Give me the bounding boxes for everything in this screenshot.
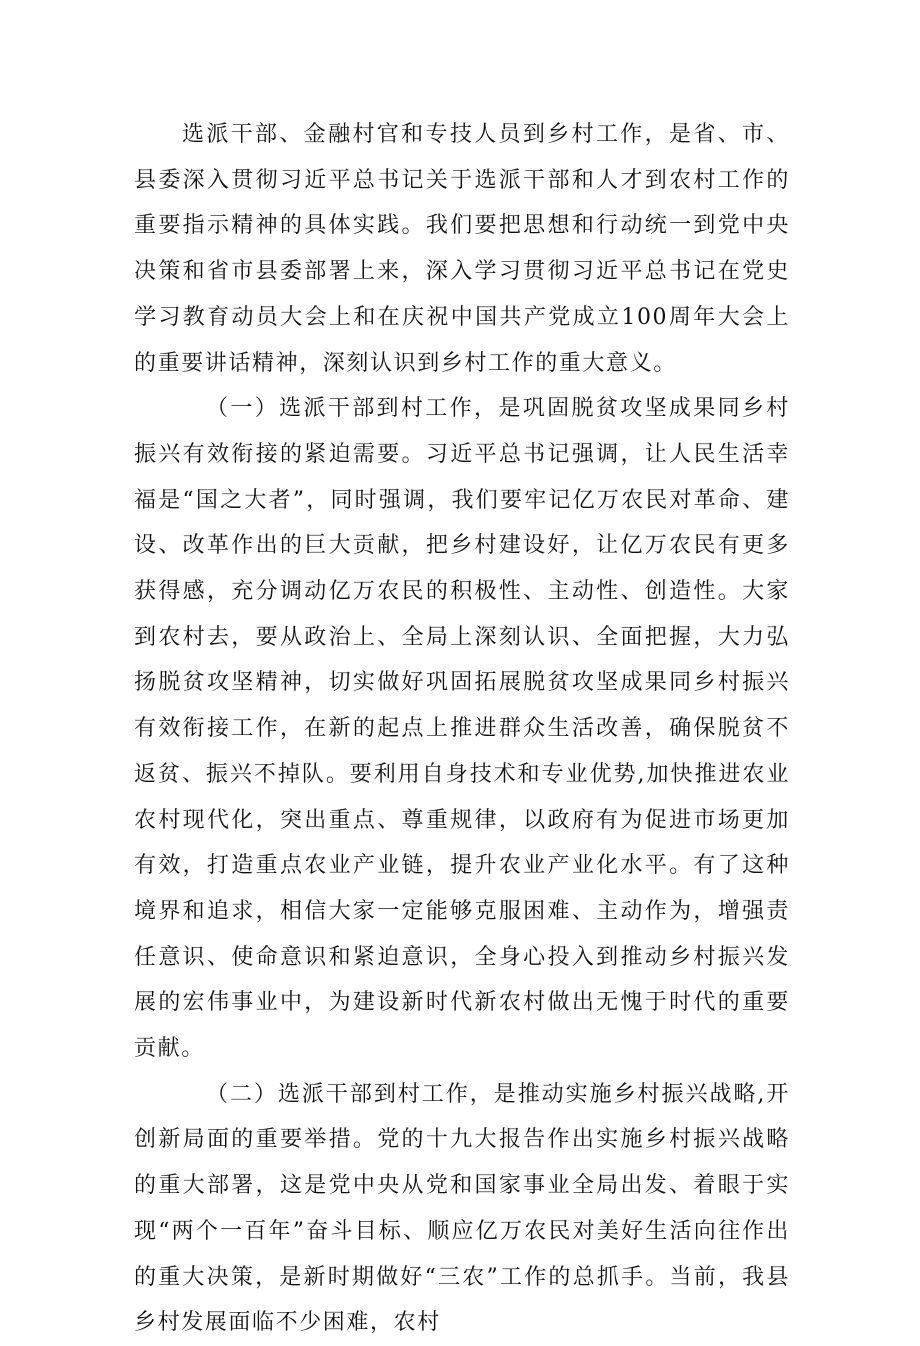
document-body <box>134 112 790 1346</box>
paragraph-section-1: （一）选派干部到村工作，是巩固脱贫攻坚成果同乡村振兴有效衔接的紧迫需要。习近平总书记强调，让人民生活幸福是“国之大者”，同时强调，我们要牢记亿万农民对革命、建设、改革作出的巨大贡献，把乡村建设好，让亿万农民有更多获得感，充分调动亿万农民的积极性、主动性、创造性。大家到农村去，要从政治上、全局上深刻认识、全面把握，大力弘扬脱贫攻坚精神，切实做好巩固拓展脱贫攻坚成果同乡村振兴有效衔接工作，在新的起点上推进群众生活改善，确保脱贫不返贫、振兴不掉队。要利用自身技术和专业优势,加快推进农业农村现代化，突出重点、尊重规律，以政府有为促进市场更加有效，打造重点农业产业链，提升农业产业化水平。有了这种境界和追求，相信大家一定能够克服困难、主动作为，增强责任意识、使命意识和紧迫意识，全身心投入到推动乡村振兴发展的宏伟事业中，为建设新时代新农村做出无愧于时代的重要贡献。 <box>134 396 790 1062</box>
paragraph-intro: 选派干部、金融村官和专技人员到乡村工作，是省、市、县委深入贯彻习近平总书记关于选派干部和人才到农村工作的重要指示精神的具体实践。我们要把思想和行动统一到党中央决策和省市县委部署上来，深入学习贯彻习近平总书记在党史学习教育动员大会上和在庆祝中国共产党成立100周年大会上的重要讲话精神，深刻认识到乡村工作的重大意义。 <box>134 122 790 376</box>
paragraph-section-2: （二）选派干部到村工作，是推动实施乡村振兴战略,开创新局面的重要举措。党的十九大报告作出实施乡村振兴战略的重大部署，这是党中央从党和国家事业全局出发、着眼于实现“两个一百年”奋斗目标、顺应亿万农民对美好生活向往作出的重大决策，是新时期做好“三农”工作的总抓手。当前，我县乡村发展面临不少困难，农村 <box>134 1081 790 1336</box>
